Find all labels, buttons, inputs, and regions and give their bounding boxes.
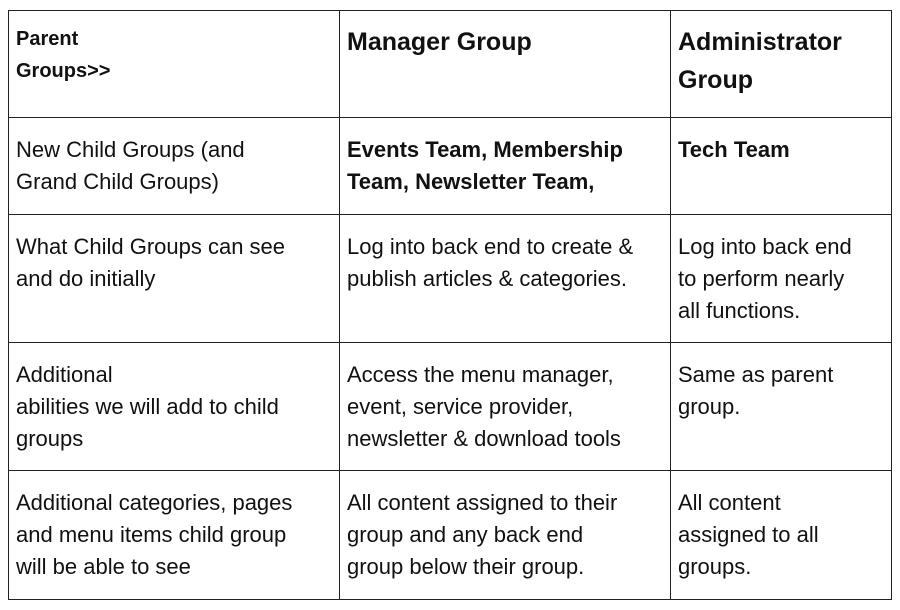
administrator-value: All content assigned to all groups.: [678, 490, 819, 579]
row-label: What Child Groups can see and do initially: [16, 234, 286, 291]
manager-value: Log into back end to create & publish articles & categories.: [347, 234, 634, 291]
manager-value: Events Team, Membership Team, Newsletter Team,: [347, 137, 623, 194]
administrator-cell: [671, 215, 892, 343]
table-row: [9, 471, 892, 600]
administrator-value: Log into back end to perform nearly all functions.: [678, 234, 852, 323]
row-label-cell: [9, 343, 340, 471]
header-parent-groups-label: Parent Groups>>: [16, 28, 111, 82]
groups-table: [8, 10, 892, 600]
administrator-cell: [671, 343, 892, 471]
row-label: Additional categories, pages and menu items child group will be able to see: [16, 490, 293, 579]
administrator-value: Tech Team: [678, 137, 790, 162]
row-label: New Child Groups (and Grand Child Groups): [16, 137, 245, 194]
header-manager-group-label: Manager Group: [347, 28, 532, 56]
table-header-row: [9, 11, 892, 118]
manager-cell: [340, 471, 671, 600]
manager-value: All content assigned to their group and any back end group below their group.: [347, 490, 618, 579]
manager-cell: [340, 118, 671, 215]
header-cell-parent-groups: [9, 11, 340, 118]
header-administrator-group-label: Administrator Group: [678, 28, 842, 94]
header-cell-manager-group: [340, 11, 671, 118]
manager-cell: [340, 215, 671, 343]
administrator-cell: [671, 118, 892, 215]
table-row: [9, 118, 892, 215]
administrator-value: Same as parent group.: [678, 362, 834, 419]
administrator-cell: [671, 471, 892, 600]
row-label-cell: [9, 471, 340, 600]
table-row: [9, 215, 892, 343]
row-label: Additional abilities we will add to child groups: [16, 362, 279, 451]
header-cell-administrator-group: [671, 11, 892, 118]
row-label-cell: [9, 215, 340, 343]
manager-value: Access the menu manager, event, service provider, newsletter & download tools: [347, 362, 621, 451]
manager-cell: [340, 343, 671, 471]
row-label-cell: [9, 118, 340, 215]
table-row: [9, 343, 892, 471]
